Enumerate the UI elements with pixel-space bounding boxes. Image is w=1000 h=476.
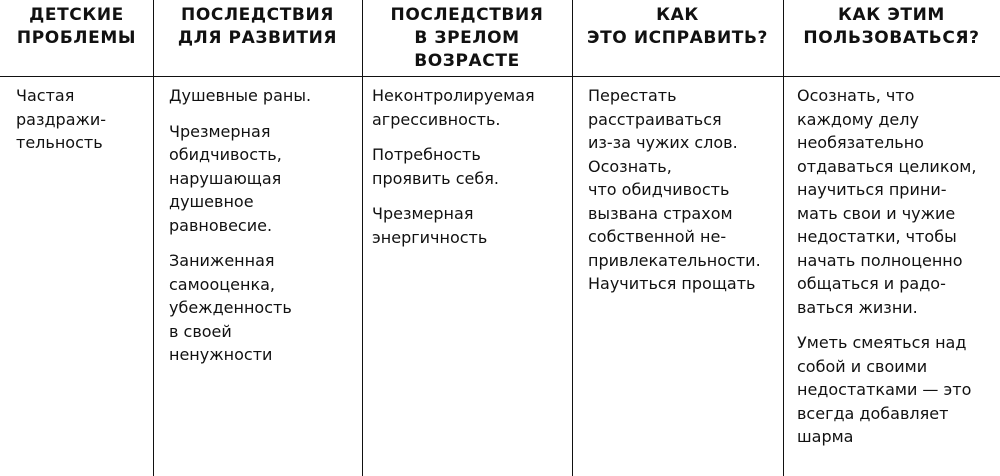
cell-content	[797, 84, 998, 461]
paragraph	[372, 143, 566, 190]
text-line: Перестать	[588, 86, 677, 105]
text-line: Осознать, что	[797, 86, 915, 105]
text-line: ненужности	[169, 345, 273, 364]
header-line: КАК ЭТИМ	[838, 5, 945, 25]
text-line: недостатки, чтобы	[797, 227, 957, 246]
header-line: ПРОБЛЕМЫ	[16, 28, 137, 48]
text-line: начать полноценно	[797, 250, 963, 270]
text-line: всегда добавляет	[797, 403, 949, 423]
text-line: душевное	[169, 192, 254, 211]
text-line: Чрезмерная	[372, 204, 474, 223]
text-line: расстраиваться	[588, 109, 722, 129]
text-line: каждому делу	[797, 109, 919, 129]
text-line: из-за чужих слов.	[588, 133, 738, 152]
text-line: недостатками — это	[797, 380, 972, 399]
text-line: тельность	[16, 133, 103, 152]
text-line: обидчивость,	[169, 145, 282, 164]
text-line: Душевные раны.	[169, 86, 312, 105]
text-line: мать свои и чужие	[797, 203, 956, 223]
cell-content	[16, 84, 147, 167]
paragraph	[588, 84, 777, 296]
text-line: Чрезмерная	[169, 121, 271, 141]
text-line: собственной не-	[588, 227, 727, 246]
text-line: ваться жизни.	[797, 297, 918, 317]
cell-content	[588, 84, 777, 308]
text-line: необязательно	[797, 133, 924, 152]
column-header	[0, 4, 153, 50]
paragraph	[169, 120, 356, 238]
column-childhood-problems	[0, 0, 153, 476]
header-line: ДЛЯ РАЗВИТИЯ	[177, 28, 338, 48]
text-line: научиться прини-	[797, 180, 947, 199]
text-line: Заниженная	[169, 251, 275, 270]
header-line: ПОСЛЕДСТВИЯ	[390, 5, 544, 25]
text-line: Научиться прощать	[588, 274, 756, 293]
header-line: ПОСЛЕДСТВИЯ	[181, 5, 334, 25]
paragraph	[372, 84, 566, 131]
column-header	[153, 4, 362, 50]
column-header	[783, 4, 1000, 50]
header-line: ПОЛЬЗОВАТЬСЯ?	[803, 28, 980, 48]
cell-content	[169, 84, 356, 379]
cell-content	[372, 84, 566, 261]
text-line: Осознать,	[588, 156, 672, 176]
text-line: Неконтролируемая	[372, 86, 535, 105]
text-line: Потребность	[372, 145, 481, 164]
text-line: Уметь смеяться над	[797, 333, 967, 352]
header-line: ВОЗРАСТЕ	[414, 51, 520, 71]
header-line: В ЗРЕЛОМ	[414, 28, 520, 48]
paragraph	[797, 84, 998, 319]
text-line: убежденность	[169, 298, 292, 317]
text-line: общаться и радо-	[797, 274, 946, 293]
text-line: в своей	[169, 321, 232, 341]
column-adult-consequences	[362, 0, 572, 476]
text-line: энергичность	[372, 227, 488, 247]
column-header	[362, 4, 572, 73]
paragraph	[797, 331, 998, 449]
text-line: шарма	[797, 427, 854, 446]
column-development-consequences	[153, 0, 362, 476]
column-how-to-fix	[572, 0, 783, 476]
column-how-to-use	[783, 0, 1000, 476]
text-line: агрессивность.	[372, 109, 501, 129]
paragraph	[16, 84, 147, 155]
text-line: привлекательности.	[588, 250, 761, 270]
text-line: собой и своими	[797, 356, 928, 376]
header-line: ДЕТСКИЕ	[29, 5, 124, 25]
text-line: Частая	[16, 86, 75, 105]
text-line: раздражи-	[16, 109, 107, 129]
header-line: КАК	[656, 5, 699, 25]
text-line: равновесие.	[169, 215, 273, 235]
paragraph	[169, 84, 356, 108]
text-line: проявить себя.	[372, 168, 499, 188]
text-line: что обидчивость	[588, 180, 730, 199]
paragraph	[372, 202, 566, 249]
header-line: ЭТО ИСПРАВИТЬ?	[587, 28, 768, 48]
text-line: самооценка,	[169, 274, 275, 294]
paragraph	[169, 249, 356, 367]
text-line: нарушающая	[169, 168, 282, 188]
text-line: вызвана страхом	[588, 203, 733, 223]
column-header	[572, 4, 783, 50]
text-line: отдаваться целиком,	[797, 156, 977, 176]
